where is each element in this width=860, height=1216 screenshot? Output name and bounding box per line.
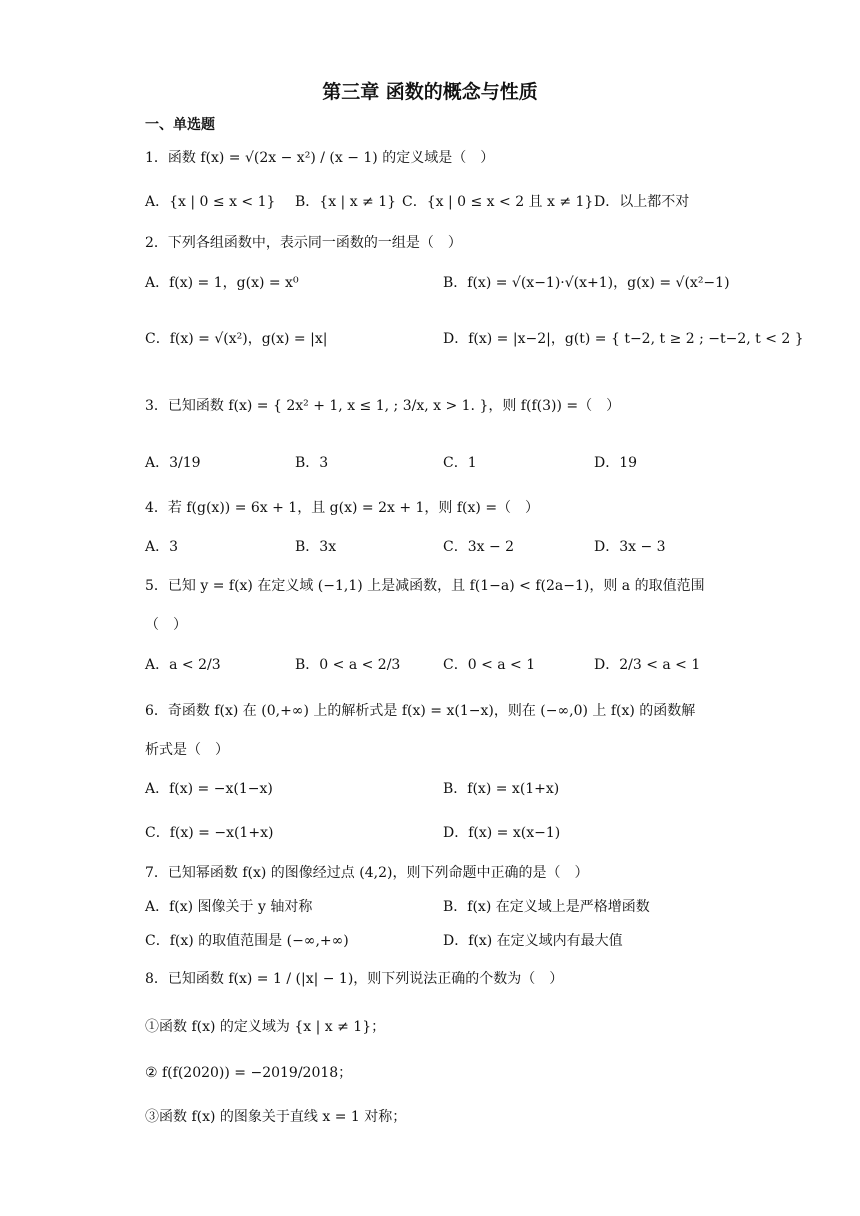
question-7-stem: 7．已知幂函数 f(x) 的图像经过点 (4,2)，则下列命题中正确的是（ ） <box>145 865 589 881</box>
question-6-stem-continued: 析式是（ ） <box>145 742 229 758</box>
question-4-option-b: B．3x <box>295 539 337 555</box>
question-2-option-b: B．f(x) = √(x−1)·√(x+1)，g(x) = √(x²−1) <box>443 275 730 291</box>
question-5-option-a: A．a < 2/3 <box>145 657 221 673</box>
question-4-option-c: C．3x − 2 <box>443 539 515 555</box>
question-3-option-d: D．19 <box>594 455 638 471</box>
question-8-item-2: ② f(f(2020)) = −2019/2018； <box>145 1065 353 1081</box>
question-8-item-3: ③函数 f(x) 的图象关于直线 x = 1 对称； <box>145 1109 407 1125</box>
question-4-stem: 4．若 f(g(x)) = 6x + 1，且 g(x) = 2x + 1，则 f(x) =（ ） <box>145 500 540 516</box>
question-5-stem-continued: （ ） <box>145 617 187 633</box>
question-5-option-c: C．0 < a < 1 <box>443 657 536 673</box>
question-7-option-b: B．f(x) 在定义域上是严格增函数 <box>443 899 650 915</box>
question-2-option-c: C．f(x) = √(x²)，g(x) = |x| <box>145 331 328 347</box>
question-3-stem: 3．已知函数 f(x) = { 2x² + 1, x ≤ 1, ; 3/x, x > 1. }，则 f(f(3)) =（ ） <box>145 398 621 414</box>
question-7-option-d: D．f(x) 在定义域内有最大值 <box>443 933 623 949</box>
question-4-option-a: A．3 <box>145 539 179 555</box>
question-6-stem: 6．奇函数 f(x) 在 (0,+∞) 上的解析式是 f(x) = x(1−x)，则在 (−∞,0) 上 f(x) 的函数解 <box>145 703 696 719</box>
question-3-option-c: C．1 <box>443 455 477 471</box>
question-5-stem: 5．已知 y = f(x) 在定义域 (−1,1) 上是减函数，且 f(1−a) < f(2a−1)，则 a 的取值范围 <box>145 578 705 594</box>
section-heading: 一、单选题 <box>145 117 215 133</box>
question-3-option-b: B．3 <box>295 455 329 471</box>
question-6-option-a: A．f(x) = −x(1−x) <box>145 781 273 797</box>
question-8-stem: 8．已知函数 f(x) = 1 / (|x| − 1)，则下列说法正确的个数为（ ） <box>145 971 564 987</box>
question-1-option-c: C．{x | 0 ≤ x < 2 且 x ≠ 1} <box>402 194 594 210</box>
question-6-option-b: B．f(x) = x(1+x) <box>443 781 560 797</box>
question-7-option-c: C．f(x) 的取值范围是 (−∞,+∞) <box>145 933 349 949</box>
question-5-option-b: B．0 < a < 2/3 <box>295 657 401 673</box>
question-1-option-a: A．{x | 0 ≤ x < 1} <box>145 194 276 210</box>
question-7-option-a: A．f(x) 图像关于 y 轴对称 <box>145 899 313 915</box>
question-6-option-d: D．f(x) = x(x−1) <box>443 825 561 841</box>
page-title: 第三章 函数的概念与性质 <box>322 81 538 103</box>
question-1-option-d: D．以上都不对 <box>594 194 690 210</box>
question-8-item-1: ①函数 f(x) 的定义域为 {x | x ≠ 1}； <box>145 1019 386 1035</box>
question-3-option-a: A．3/19 <box>145 455 201 471</box>
question-2-option-a: A．f(x) = 1，g(x) = x⁰ <box>145 275 299 291</box>
question-1-stem: 1．函数 f(x) = √(2x − x²) / (x − 1) 的定义域是（ ） <box>145 150 495 166</box>
question-1-option-b: B．{x | x ≠ 1} <box>295 194 397 210</box>
question-6-option-c: C．f(x) = −x(1+x) <box>145 825 274 841</box>
question-2-option-d: D．f(x) = |x−2|，g(t) = { t−2, t ≥ 2 ; −t−2, t < 2 } <box>443 331 804 347</box>
question-5-option-d: D．2/3 < a < 1 <box>594 657 701 673</box>
question-4-option-d: D．3x − 3 <box>594 539 666 555</box>
question-2-stem: 2．下列各组函数中，表示同一函数的一组是（ ） <box>145 235 462 251</box>
